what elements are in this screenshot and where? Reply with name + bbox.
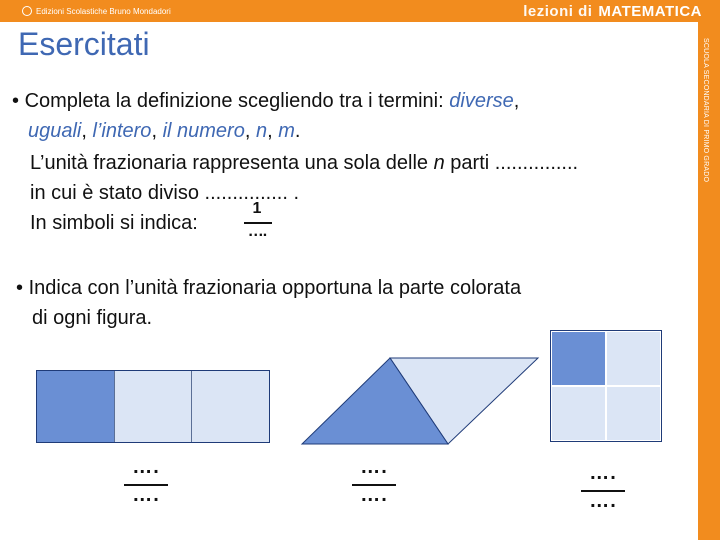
parallelogram-figure [300, 356, 540, 446]
rectangle-part [192, 371, 269, 442]
definition-text [30, 148, 690, 208]
publisher-name: Edizioni Scolastiche Bruno Mondadori [36, 6, 171, 16]
publisher [22, 4, 171, 18]
rectangle-figure [36, 370, 270, 443]
square-part [606, 331, 661, 386]
answer-denominator-blank[interactable]: …. [132, 484, 160, 506]
term-m: m [278, 120, 295, 142]
answer-numerator-blank[interactable]: …. [360, 456, 388, 478]
unit-fraction-denominator-blank[interactable]: …. [247, 223, 267, 240]
square-part [551, 386, 606, 441]
series-main: MATEMATICA [598, 2, 702, 20]
rectangle-part [115, 371, 193, 442]
symbol-label: In simboli si indica: [30, 212, 198, 234]
square-part-colored [551, 331, 606, 386]
exercise-2-instruction [16, 273, 656, 333]
unit-fraction-symbol [242, 200, 272, 248]
publisher-logo-icon [22, 6, 32, 16]
rectangle-part-colored [37, 371, 115, 442]
definition-blank-2[interactable]: in cui è stato diviso ............... . [30, 182, 299, 204]
term-numero: il numero [162, 120, 245, 142]
term-intero: l’intero [92, 120, 152, 142]
header-bar [0, 0, 720, 22]
answer-fraction-1[interactable] [116, 456, 176, 516]
side-bar-text: SCUOLA SECONDARIA DI PRIMO GRADO [702, 38, 709, 183]
answer-denominator-blank[interactable]: …. [360, 484, 388, 506]
bullet-marker: • [16, 277, 24, 299]
definition-var-n: n [433, 152, 445, 174]
answer-numerator-blank[interactable]: …. [589, 462, 617, 484]
page-title: Esercitati [18, 26, 150, 62]
answer-fraction-3[interactable] [573, 462, 633, 522]
exercise-1-instruction: • Completa la definizione scegliendo tra i termini: diverse, uguali, l’intero, il numero, n, m. [12, 86, 672, 146]
answer-fraction-2[interactable] [344, 456, 404, 516]
answer-denominator-blank[interactable]: …. [589, 490, 617, 512]
exercise-2-line-2: di ogni figura. [32, 307, 153, 329]
bullet-marker: • [12, 90, 20, 112]
unit-fraction-numerator: 1 [252, 200, 262, 217]
square-part [606, 386, 661, 441]
definition-blank-1[interactable]: parti ............... [444, 152, 579, 174]
series-title [523, 2, 702, 20]
answer-numerator-blank[interactable]: …. [132, 456, 160, 478]
series-pre: lezioni di [523, 2, 593, 20]
exercise-2-line-1: Indica con l’unità frazionaria opportuna la parte colorata [28, 277, 522, 299]
definition-part-1: L’unità frazionaria rappresenta una sola delle [30, 152, 434, 174]
side-bar [698, 22, 720, 540]
term-diverse: diverse [449, 90, 514, 112]
term-n: n [255, 120, 268, 142]
term-uguali: uguali [28, 120, 82, 142]
exercise-1-terms-line: uguali, l’intero, il numero, n, m. [28, 120, 301, 142]
exercise-1-intro: Completa la definizione scegliendo tra i termini: [24, 90, 450, 112]
square-figure [550, 330, 662, 442]
